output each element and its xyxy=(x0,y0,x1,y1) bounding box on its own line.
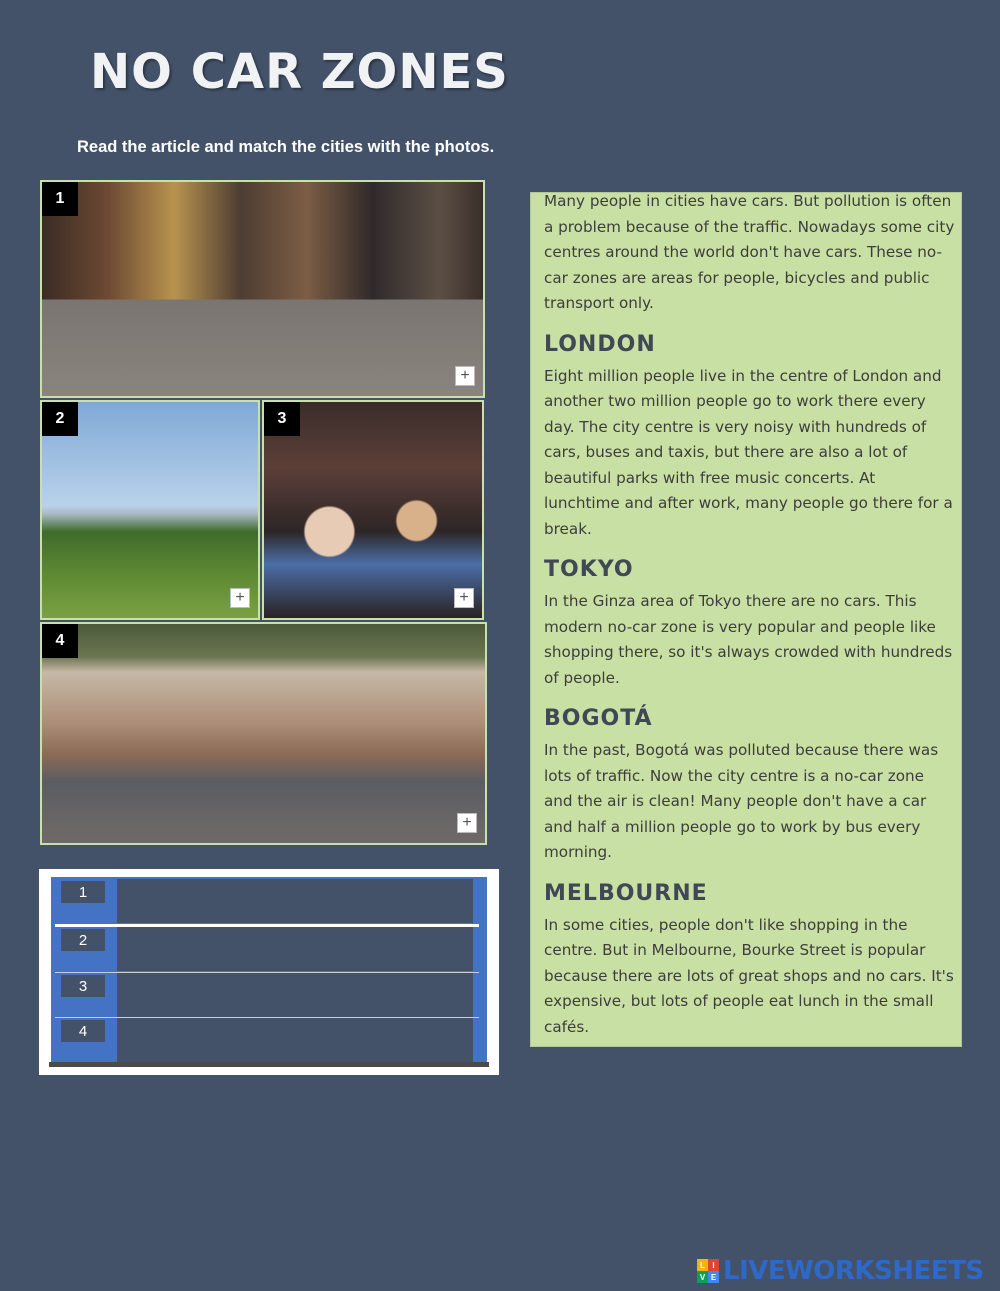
logo-block: V xyxy=(697,1271,708,1283)
answer-number: 3 xyxy=(61,975,105,997)
answer-row xyxy=(51,1018,487,1062)
section-heading-london: LONDON xyxy=(544,331,656,357)
answer-row xyxy=(51,927,487,971)
section-text-bogota: In the past, Bogotá was polluted because there was lots of traffic. Now the city centre is a no-car zone and the air is clean! Many people don't have a car and half a million people go to work by bus every morning. xyxy=(544,741,939,861)
answer-number: 4 xyxy=(61,1020,105,1042)
answer-row xyxy=(51,973,487,1017)
answer-field-4[interactable] xyxy=(117,1018,473,1062)
photo-3-crowd xyxy=(262,400,484,620)
page-title: NO CAR ZONES xyxy=(90,44,509,100)
section-text-melbourne: In some cities, people don't like shopping in the centre. But in Melbourne, Bourke Street is popular because there are lots of great shops and no cars. It's expensive, but lots of people eat lunch in the small cafés. xyxy=(544,915,954,1036)
expand-plus-icon[interactable]: + xyxy=(455,366,475,386)
photo-4-city-square xyxy=(40,622,487,845)
photo-number-badge: 3 xyxy=(264,402,300,436)
photo-number-badge: 4 xyxy=(42,624,78,658)
answer-number: 2 xyxy=(61,929,105,951)
photo-1-street xyxy=(40,180,485,398)
logo-block: I xyxy=(708,1259,719,1271)
answer-table xyxy=(51,877,487,1065)
section-text-tokyo: In the Ginza area of Tokyo there are no cars. This modern no-car zone is very popular and people like shopping there, so it's always crowded with hundreds of people. xyxy=(544,592,953,687)
expand-plus-icon[interactable]: + xyxy=(230,588,250,608)
logo-text: LIVEWORKSHEETS xyxy=(723,1256,984,1286)
answer-field-1[interactable] xyxy=(117,879,473,923)
expand-plus-icon[interactable]: + xyxy=(454,588,474,608)
photo-2-park xyxy=(40,400,260,620)
answer-field-3[interactable] xyxy=(117,973,473,1017)
article-intro: Many people in cities have cars. But pollution is often a problem because of the traffic. Nowadays some city centres around the world don't have cars. These no-car zones are areas for people, bicycles and public transport only. xyxy=(544,192,955,312)
logo-block: E xyxy=(708,1271,719,1283)
section-heading-bogota: BOGOTÁ xyxy=(544,706,653,731)
instructions: Read the article and match the cities with the photos. xyxy=(77,138,495,156)
answer-box xyxy=(39,869,499,1075)
logo-block: L xyxy=(697,1259,708,1271)
section-heading-melbourne: MELBOURNE xyxy=(544,880,708,906)
answer-field-2[interactable] xyxy=(117,927,473,971)
liveworksheets-logo[interactable] xyxy=(697,1257,984,1285)
expand-plus-icon[interactable]: + xyxy=(457,813,477,833)
section-heading-tokyo: TOKYO xyxy=(544,557,634,582)
section-text-london: Eight million people live in the centre of London and another two million people go to work there every day. The city centre is very noisy with hundreds of cars, buses and taxis, but there are also a lot of beautiful parks with free music concerts. At lunchtime and after work, many people go there for a break. xyxy=(544,366,953,538)
answer-row xyxy=(51,879,487,923)
logo-blocks-icon xyxy=(697,1259,719,1283)
article-text xyxy=(530,192,962,1047)
photo-number-badge: 2 xyxy=(42,402,78,436)
photo-number-badge: 1 xyxy=(42,182,78,216)
answer-bottom-bar xyxy=(49,1062,489,1067)
answer-number: 1 xyxy=(61,881,105,903)
